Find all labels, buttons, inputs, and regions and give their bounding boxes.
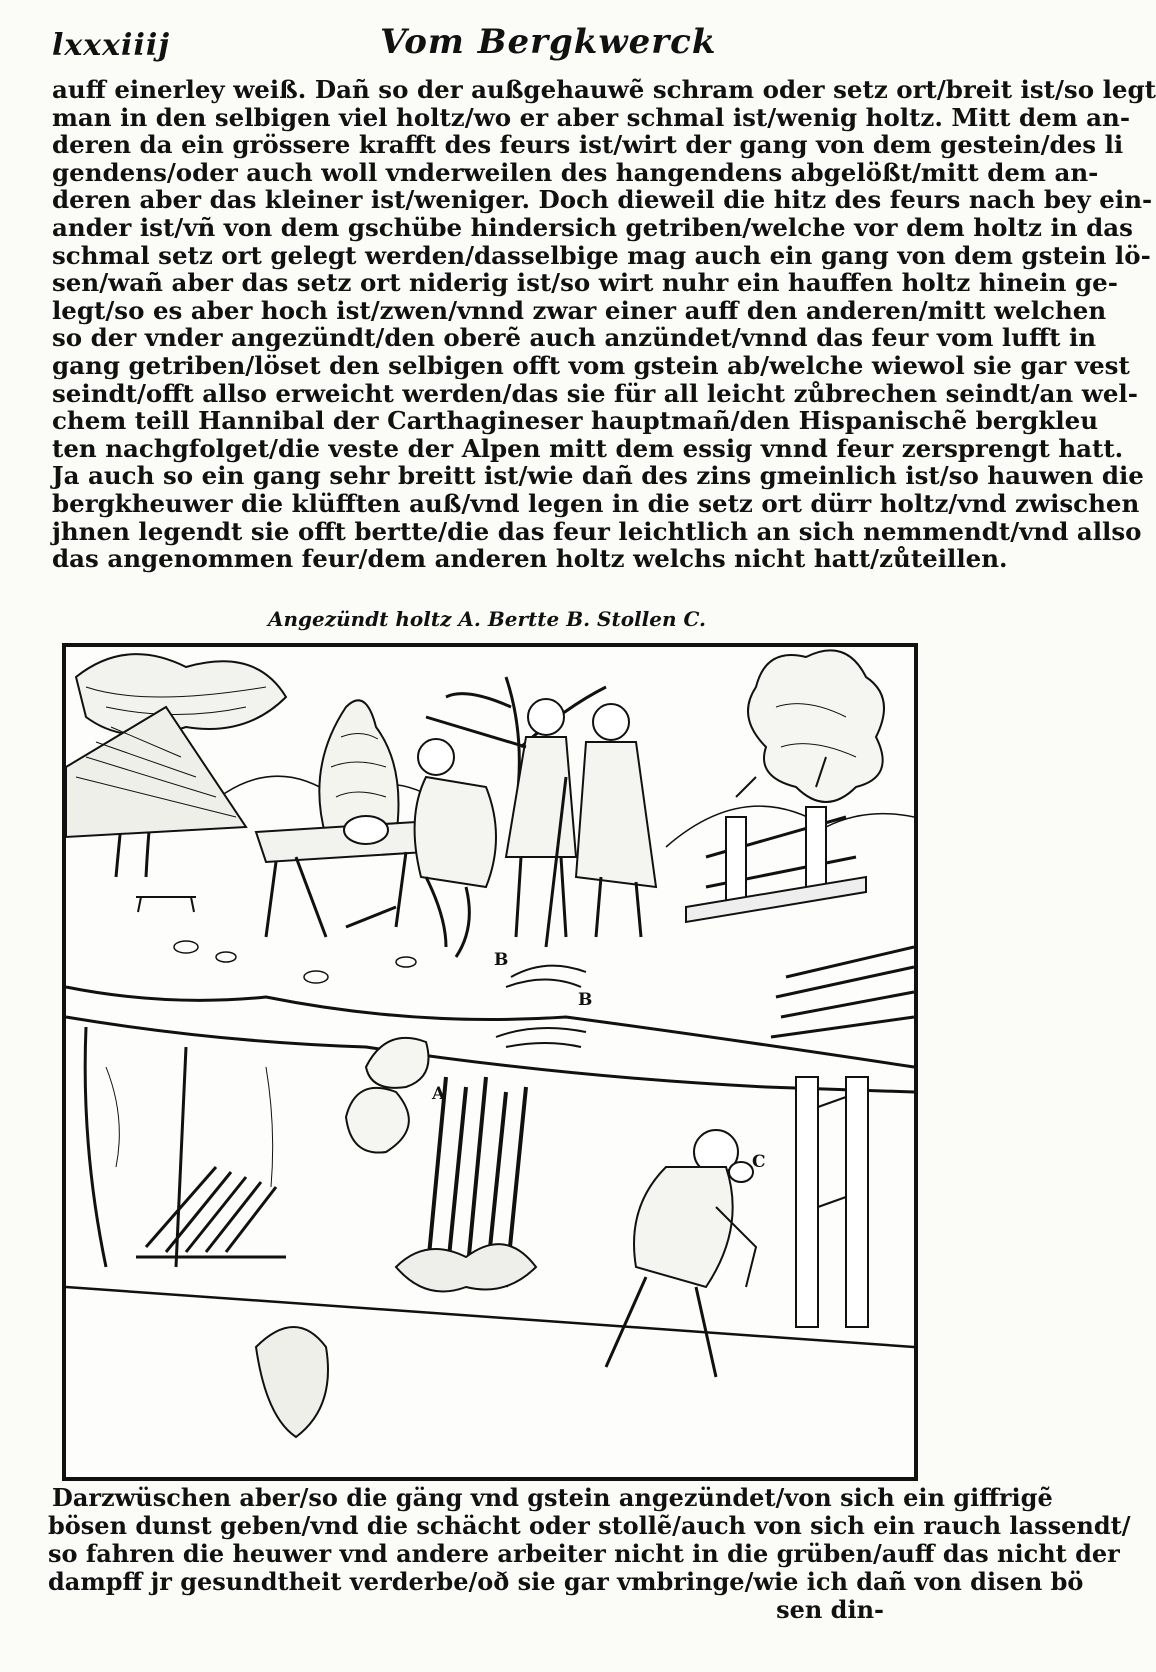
figure-caption: Angezündt holtz A. Bertte B. Stollen C. [267,607,706,631]
smoke-cloud [748,650,884,802]
stollen-entrance [796,1077,868,1327]
label-b-upper: B [494,950,509,970]
text-line: ten nachgfolget/die veste der Alpen mitt dem essig vnnd feur zersprengt hatt. [52,433,1124,463]
tool-on-ground [136,897,196,912]
workbench [256,816,426,937]
text-line: sen/wañ aber das setz ort niderig ist/so wirt nuhr ein hauffen holtz hinein ge- [52,268,1118,298]
text-line: sen din- [776,1595,884,1624]
tunnel-section [66,1027,914,1347]
running-head: Vom Bergkwerck [380,22,717,62]
label-c: C [752,1152,766,1172]
text-line: seindt/offt allso erweicht werden/das sie für all leicht zůbrechen seindt/an wel- [52,378,1138,408]
text-line: legt/so es aber hoch ist/zwen/vnnd zwar einer auff den anderen/mitt welchen [52,295,1107,325]
text-line: so fahren die heuwer vnd andere arbeiter nicht in die grüben/auff das nicht der [48,1539,1120,1568]
text-line: gang getriben/löset den selbigen offt vom gstein ab/welche wiewol sie gar vest [52,350,1130,380]
text-line: bösen dunst geben/vnd die schächt oder stollẽ/auch von sich ein rauch lassendt/ [48,1511,1131,1540]
bertte-bundle [496,966,586,1047]
page-folio: lxxxiiij [52,28,171,63]
text-line: Ja auch so ein gang sehr breitt ist/wie dañ des zins gmeinlich ist/so hauwen die [52,461,1144,491]
label-b-lower: B [578,990,593,1010]
text-line: jhnen legendt sie offt bertte/die das feur leichtlich an sich nemmendt/vnd allso [52,516,1142,546]
text-line: Darzwüschen aber/so die gäng vnd gstein angezündet/von sich ein giffrigẽ [52,1483,1053,1512]
text-line: man in den selbigen viel holtz/wo er aber schmal ist/wenig holtz. Mitt dem an- [52,102,1131,132]
ground-surface [66,987,914,1067]
text-line: ander ist/vñ von dem gschübe hindersich getriben/welche vor dem holtz in das [52,212,1133,242]
text-line: bergkheuwer die klüfften auß/vnd legen in die setz ort dürr holtz/vnd zwischen [52,488,1140,518]
text-line: das angenommen feur/dem anderen holtz welchs nicht hatt/zůteillen. [52,544,1008,574]
bottom-rock [256,1327,328,1437]
text-line: schmal setz ort gelegt werden/dasselbige mag auch ein gang von dem gstein lö- [52,240,1151,270]
text-line: chem teill Hannibal der Carthagineser hauptmañ/den Hispanischẽ bergkleu [52,406,1099,436]
burning-wood [346,1038,536,1292]
main-text-block [52,75,1156,574]
label-a: A [432,1084,446,1104]
text-line: dampff jr gesundtheit verderbe/oð sie gar vmbringe/wie ich dañ von disen bö [48,1567,1084,1596]
miner-with-lamp [606,1130,756,1377]
bottom-text-block [48,1483,1131,1624]
woodcut-illustration [62,643,918,1481]
stones [174,941,416,983]
text-line: gendens/oder auch woll vnderweilen des hangendens abgelößt/mitt dem an- [52,157,1099,187]
wood-pile [771,947,914,1037]
text-line: so der vnder angezündt/den oberẽ auch anzündet/vnnd das feur vom lufft in [52,323,1097,353]
tunnel-wood-pile [136,1167,286,1257]
text-line: deren da ein grössere krafft des feurs ist/wirt der gang von dem gestein/des li [52,130,1124,160]
text-line: deren aber das kleiner ist/weniger. Doch dieweil die hitz des feurs nach bey ein- [52,185,1153,215]
text-line: auff einerley weiß. Dañ so der außgehauwẽ schram oder setz ort/breit ist/so legt [52,75,1156,104]
